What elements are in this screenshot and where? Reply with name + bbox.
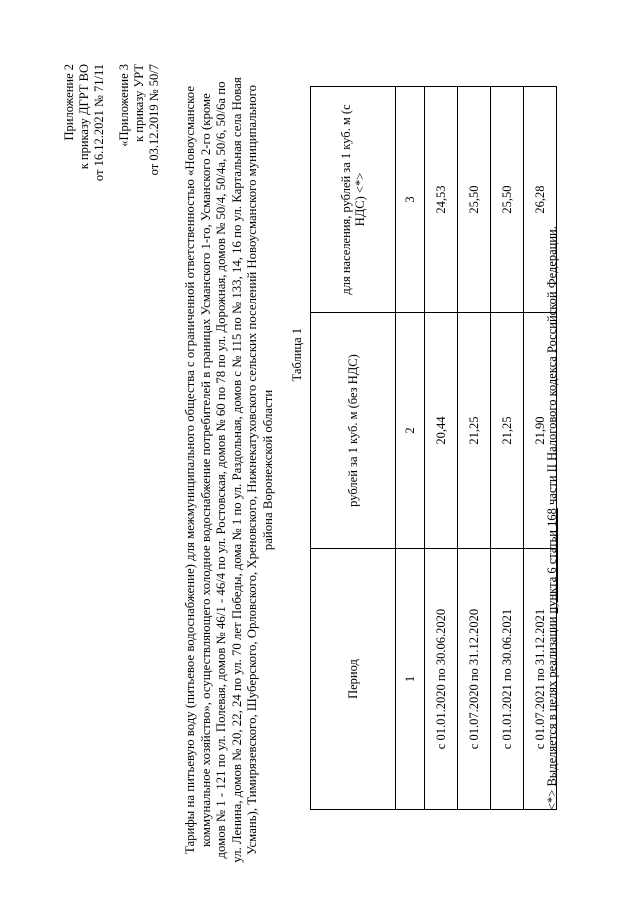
- appendix-line: от 03.12.2019 № 50/7: [147, 64, 161, 176]
- cell-no-vat: 20,44: [425, 313, 458, 549]
- document-title: Тарифы на питьевую воду (питьевое водоснабжение) для межмуниципального общества с ограниченной ответственностью «Новоусманское коммунальное хозяйство», осуществляющего холодное водоснабжение потребителей в границах Усманского 1-го, Усманского 2-го (кроме домов № 1 - 121 по ул. Полевая, домов № 46/1 - 46/4 по ул. Ростовская, домов № 60 по 78 по ул. Дорожная, домов № 50/4, 50/4а, 50/6, 50/6а по ул. Ленина, домов № 20, 22, 24 по ул. 70 лет Победы, дома № 1 по ул. Раздольная, домов с № 115 по № 133, 14, 16 по ул. Картальная села Новая Усмань), Тимирязевского, Шуберского, Орловского, Хреновского, Нижнекатуховского сельских поселений Новоусманского муниципального района Воронежской области: [183, 77, 275, 863]
- cell-population: 26,28: [524, 87, 557, 313]
- footnote-prefix: <*> Выделяется в целях реализации: [545, 613, 559, 810]
- table-row: [458, 87, 491, 810]
- cell-period: с 01.01.2021 по 30.06.2021: [491, 549, 524, 810]
- appendix-stamp-previous: [117, 64, 162, 175]
- column-number: 2: [396, 313, 425, 549]
- table-row: [425, 87, 458, 810]
- tariff-table: [310, 86, 557, 810]
- header-no-vat: рублей за 1 куб. м (без НДС): [311, 313, 396, 549]
- cell-population: 24,53: [425, 87, 458, 313]
- cell-population: 25,50: [458, 87, 491, 313]
- cell-period: с 01.07.2020 по 31.12.2020: [458, 549, 491, 810]
- cell-period: с 01.07.2021 по 31.12.2021: [524, 549, 557, 810]
- cell-no-vat: 21,90: [524, 313, 557, 549]
- table-label: Таблица 1: [290, 328, 304, 382]
- footnote-law-reference: пункта 6 статьи 168: [545, 508, 559, 614]
- footnote-suffix: части II Налогового кодекса Российской Федерации.: [545, 226, 559, 509]
- appendix-line: к приказу УРТ: [132, 64, 146, 142]
- cell-no-vat: 21,25: [491, 313, 524, 549]
- footnote: [545, 226, 560, 810]
- cell-population: 25,50: [491, 87, 524, 313]
- appendix-line: от 16.12.2021 № 71/11: [92, 64, 106, 182]
- appendix-line: «Приложение 3: [117, 64, 131, 147]
- cell-period: с 01.01.2020 по 30.06.2020: [425, 549, 458, 810]
- header-population: для населения, рублей за 1 куб. м (с НДС) <*>: [311, 87, 396, 313]
- appendix-stamp-current: [62, 64, 107, 181]
- table-row: [491, 87, 524, 810]
- table-header-row: [311, 87, 396, 810]
- column-number: 3: [396, 87, 425, 313]
- column-number: 1: [396, 549, 425, 810]
- header-period: Период: [311, 549, 396, 810]
- column-number-row: [396, 87, 425, 810]
- appendix-line: Приложение 2: [62, 64, 76, 141]
- appendix-line: к приказу ДГРТ ВО: [77, 64, 91, 170]
- cell-no-vat: 21,25: [458, 313, 491, 549]
